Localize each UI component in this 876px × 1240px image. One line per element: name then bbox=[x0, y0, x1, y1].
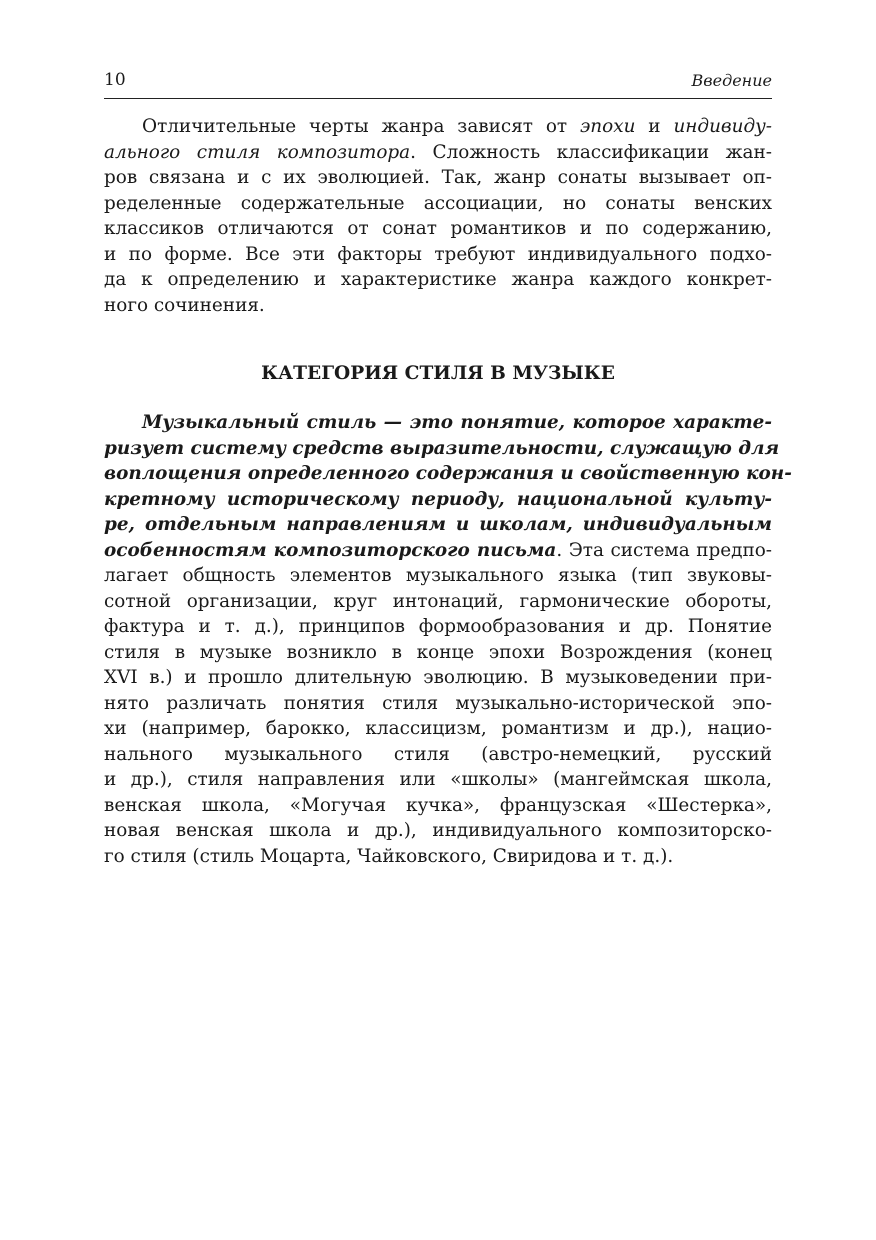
paragraph-music-style-definition bbox=[104, 410, 792, 869]
running-section-title: Введение bbox=[691, 71, 772, 90]
text-line: венская школа, «Могучая кучка», французская «Шестерка», bbox=[104, 794, 772, 816]
running-header bbox=[104, 68, 772, 99]
definition-term: особенностям композиторского письма bbox=[104, 539, 557, 561]
text-line: хи (например, барокко, классицизм, романтизм и др.), нацио- bbox=[104, 718, 772, 739]
text-line: ного сочинения. bbox=[104, 294, 265, 316]
text-line: и др.), стиля направления или «школы» (мангеймская школа, bbox=[104, 769, 772, 790]
text-line: и по форме. Все эти факторы требуют индивидуального подхо- bbox=[104, 243, 772, 265]
definition-line: воплощения определенного содержания и свойственную кон- bbox=[104, 463, 792, 484]
text-run: . Сложность классификации жан- bbox=[410, 141, 772, 163]
text-line: классиков отличаются от сонат романтиков и по содержанию, bbox=[104, 218, 772, 239]
paragraph-genre-features bbox=[104, 114, 772, 318]
definition-line: Музыкальный стиль — это понятие, которое характе- bbox=[142, 412, 772, 433]
text-line: нято различать понятия стиля музыкально-исторической эпо- bbox=[104, 692, 772, 714]
text-line: фактура и т. д.), принципов формообразования и др. Понятие bbox=[104, 616, 772, 637]
text-line: да к определению и характеристике жанра каждого конкрет- bbox=[104, 269, 772, 290]
definition-line: ре, отдельным направлениям и школам, индивидуальным bbox=[104, 514, 772, 535]
text-line: XVI в.) и прошло длительную эволюцию. В музыковедении при- bbox=[104, 667, 772, 688]
italic-term: индивиду- bbox=[673, 116, 772, 137]
text-line bbox=[104, 140, 772, 166]
text-run: . Эта система предпо- bbox=[556, 539, 772, 561]
text-run: Отличительные черты жанра зависят от bbox=[142, 116, 580, 137]
text-run: и bbox=[635, 116, 674, 137]
text-line: го стиля (стиль Моцарта, Чайковского, Свиридова и т. д.). bbox=[104, 845, 674, 867]
text-line: сотной организации, круг интонаций, гармонические обороты, bbox=[104, 590, 772, 612]
text-line: ределенные содержательные ассоциации, но сонаты венских bbox=[104, 192, 772, 214]
text-line: ров связана и с их эволюцией. Так, жанр сонаты вызывает оп- bbox=[104, 167, 772, 188]
text-line bbox=[104, 538, 772, 564]
italic-term: эпохи bbox=[579, 116, 636, 137]
definition-line: ризует систему средств выразительности, служащую для bbox=[104, 437, 780, 459]
section-heading: КАТЕГОРИЯ СТИЛЯ В МУЗЫКЕ bbox=[261, 363, 615, 384]
page-number: 10 bbox=[104, 70, 126, 90]
text-line: лагает общность элементов музыкального языка (тип звуковы- bbox=[104, 565, 772, 586]
text-line bbox=[104, 114, 772, 140]
italic-term: ального стиля композитора bbox=[104, 141, 411, 163]
text-line: стиля в музыке возникло в конце эпохи Возрождения (конец bbox=[104, 641, 772, 663]
definition-line: кретному историческому периоду, национальной культу- bbox=[104, 488, 772, 510]
text-line: нального музыкального стиля (австро-немецкий, русский bbox=[104, 743, 772, 765]
text-line: новая венская школа и др.), индивидуального композиторско- bbox=[104, 820, 772, 841]
